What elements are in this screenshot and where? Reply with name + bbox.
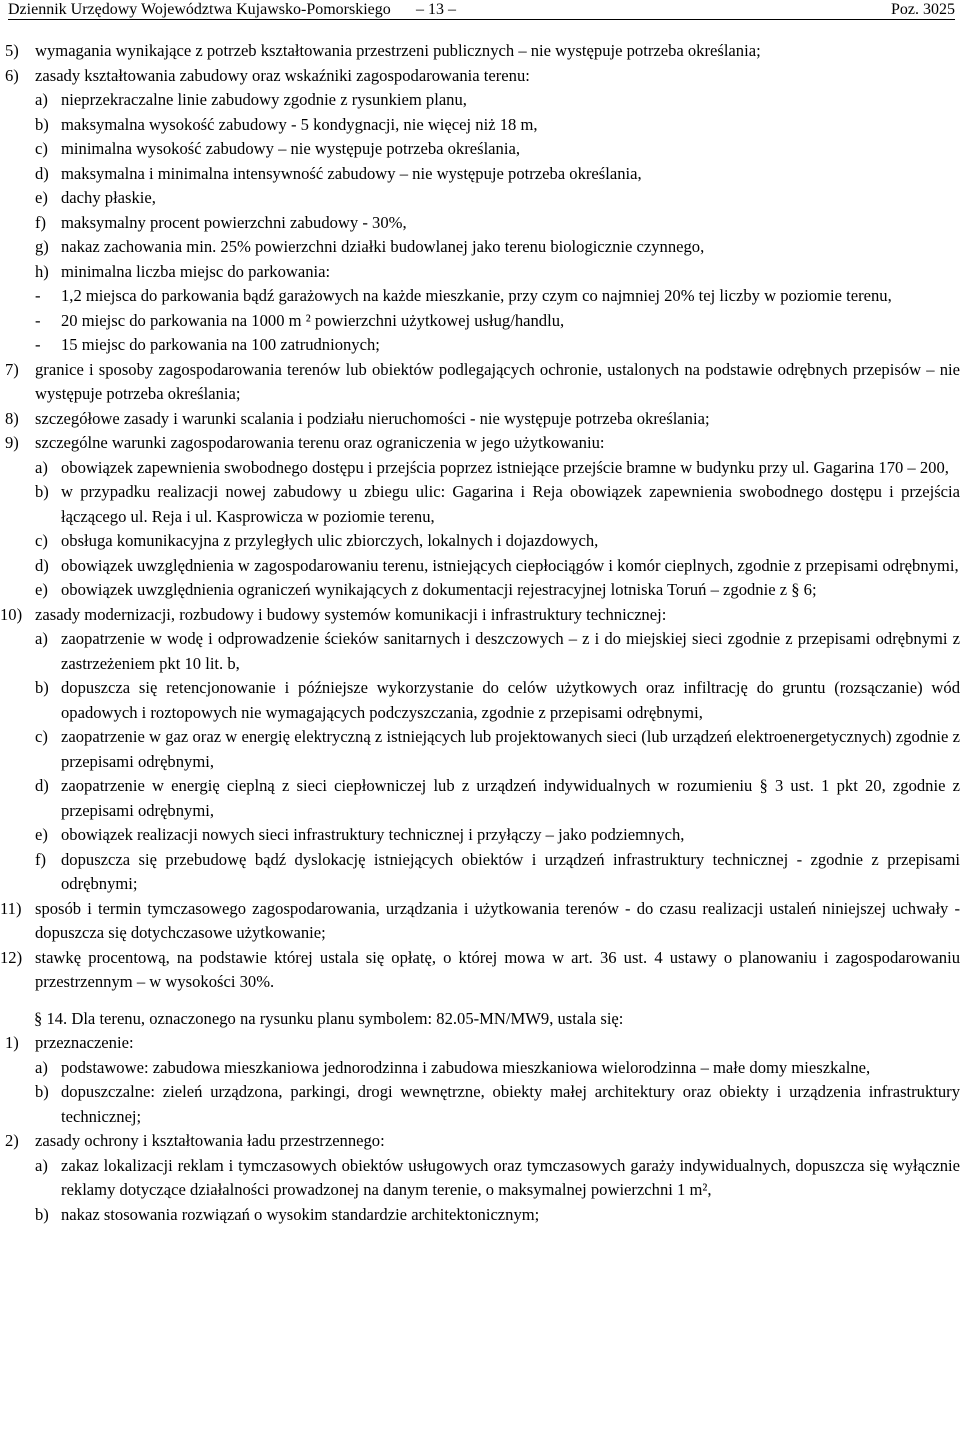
item-letter: a) [35, 1155, 48, 1175]
item-number: 6) [5, 65, 19, 85]
item-text: dopuszczalne: zieleń urządzona, parkingi, drogi wewnętrzne, obiekty małej architektury oraz obiekty i urządzenia infrastruktury technicznej; [61, 1082, 960, 1126]
item-text: maksymalna wysokość zabudowy - 5 kondygnacji, nie więcej niż 18 m, [61, 114, 538, 134]
item-letter: d) [35, 163, 49, 183]
journal-title: Dziennik Urzędowy Województwa Kujawsko-Pomorskiego [8, 1, 391, 18]
sub-item [0, 235, 960, 260]
sub-item [0, 1080, 960, 1129]
item-letter: e) [35, 188, 48, 207]
item-text: obowiązek realizacji nowych sieci infrastruktury technicznej i przyłączy – jako podziemnych, [61, 825, 685, 844]
item-text: dachy płaskie, [61, 188, 156, 207]
sub-item [0, 554, 960, 579]
item-letter: b) [35, 678, 49, 697]
item-text: obowiązek uwzględnienia w zagospodarowaniu terenu, istniejących ciepłociągów i komór cieplnych, zgodnie z przepisami odrębnymi, [61, 555, 959, 575]
sub-item [0, 260, 960, 285]
item-text: zasady modernizacji, rozbudowy i budowy systemów komunikacji i infrastruktury technicznej: [35, 604, 667, 624]
item-text: szczegółowe zasady i warunki scalania i podziału nieruchomości - nie występuje potrzeba określania; [35, 408, 710, 428]
item-text: nieprzekraczalne linie zabudowy zgodnie z rysunkiem planu, [61, 90, 467, 109]
sub-item [0, 578, 960, 603]
sub-item [0, 823, 960, 848]
page-number: – 13 – [416, 1, 456, 18]
item-text: wymagania wynikające z potrzeb kształtowania przestrzeni publicznych – nie występuje potrzeba określania; [35, 41, 761, 60]
item-letter: e) [35, 825, 48, 844]
item-letter: g) [35, 237, 49, 256]
item-letter: c) [35, 727, 48, 746]
dash-item [0, 309, 960, 334]
item-text: przeznaczenie: [35, 1033, 134, 1052]
list-item [0, 1129, 960, 1154]
item-letter: b) [35, 114, 49, 134]
sub-item [0, 1203, 960, 1228]
sub-item [0, 88, 960, 113]
item-text: zaopatrzenie w energię cieplną z sieci ciepłowniczej lub z urządzeń indywidualnych w rozumieniu § 3 ust. 1 pkt 20, zgodnie z przepisami odrębnymi, [61, 776, 960, 820]
item-text: stawkę procentową, na podstawie której ustala się opłatę, o której mowa w art. 36 ust. 4 ustawy o planowaniu i zagospodarowaniu przestrzennym – w wysokości 30%. [35, 947, 960, 991]
item-text: obsługa komunikacyjna z przyległych ulic zbiorczych, lokalnych i dojazdowych, [61, 531, 599, 550]
sub-item [0, 186, 960, 211]
list-item [0, 431, 960, 456]
list-item [0, 1031, 960, 1056]
sub-item [0, 211, 960, 236]
dash-marker: - [35, 335, 41, 354]
item-text: zaopatrzenie w gaz oraz w energię elektryczną z istniejących lub projektowanych sieci (lub urządzeń elektroenergetycznych) zgodnie z przepisami odrębnymi, [61, 727, 960, 771]
item-letter: f) [35, 212, 47, 232]
sub-item [0, 848, 960, 897]
item-text: w przypadku realizacji nowej zabudowy u zbiegu ulic: Gagarina i Reja obowiązek zapewnienia swobodnego dostępu i przejścia łączącego ul. Reja i ul. Kasprowicza w poziomie terenu, [61, 482, 960, 526]
sub-item [0, 480, 960, 529]
sub-item [0, 1056, 960, 1081]
sub-item [0, 113, 960, 138]
dash-marker: - [35, 286, 41, 305]
item-number: 2) [5, 1131, 19, 1150]
item-letter: d) [35, 776, 49, 795]
item-text: szczególne warunki zagospodarowania terenu oraz ograniczenia w jego użytkowaniu: [35, 433, 605, 452]
list-item [0, 407, 960, 432]
item-number: 11) [0, 898, 22, 918]
sub-item [0, 456, 960, 481]
item-letter: h) [35, 261, 49, 281]
dash-item [0, 333, 960, 358]
item-letter: a) [35, 629, 48, 648]
document-body [0, 39, 960, 1227]
item-text: 20 miejsc do parkowania na 1000 m ² powierzchni użytkowej usług/handlu, [61, 310, 565, 330]
sub-item [0, 676, 960, 725]
item-text: granice i sposoby zagospodarowania terenów lub obiektów podlegających ochronie, ustalonych na podstawie odrębnych przepisów – nie występuje potrzeba określania; [35, 359, 960, 403]
item-text: zasady kształtowania zabudowy oraz wskaźniki zagospodarowania terenu: [35, 65, 530, 85]
item-letter: f) [35, 849, 47, 869]
list-item [0, 603, 960, 628]
item-number: 8) [5, 408, 19, 428]
item-text: minimalna wysokość zabudowy – nie występuje potrzeba określania, [61, 139, 520, 158]
item-text: podstawowe: zabudowa mieszkaniowa jednorodzinna i zabudowa mieszkaniowa wielorodzinna – małe domy mieszkalne, [61, 1057, 871, 1077]
item-letter: e) [35, 580, 48, 599]
sub-item [0, 774, 960, 823]
item-number: 9) [5, 433, 19, 452]
position-number: Poz. 3025 [891, 1, 955, 18]
item-letter: b) [35, 1082, 49, 1101]
section-paragraph: § 14. Dla terenu, oznaczonego na rysunku planu symbolem: 82.05-MN/MW9, ustala się: [34, 1008, 624, 1028]
list-item [0, 897, 960, 946]
sub-item [0, 725, 960, 774]
item-text: dopuszcza się przebudowę bądź dyslokację istniejących obiektów i urządzeń infrastruktury technicznej - zgodnie z przepisami odrębnymi; [61, 849, 960, 893]
item-letter: a) [35, 457, 48, 477]
item-text: nakaz stosowania rozwiązań o wysokim standardzie architektonicznym; [61, 1204, 540, 1224]
sub-item [0, 1154, 960, 1203]
sub-item [0, 627, 960, 676]
list-item [0, 358, 960, 407]
item-letter: d) [35, 555, 49, 575]
item-number: 5) [5, 41, 19, 60]
item-text: zaopatrzenie w wodę i odprowadzenie ścieków sanitarnych i deszczowych – z i do miejskiej sieci zgodnie z przepisami odrębnymi z zastrzeżeniem pkt 10 lit. b, [61, 629, 960, 673]
sub-item [0, 162, 960, 187]
item-letter: c) [35, 139, 48, 158]
item-text: maksymalna i minimalna intensywność zabudowy – nie występuje potrzeba określania, [61, 163, 642, 183]
item-number: 7) [5, 359, 19, 379]
item-letter: c) [35, 531, 48, 550]
dash-item [0, 284, 960, 309]
item-letter: a) [35, 90, 48, 109]
item-text: zakaz lokalizacji reklam i tymczasowych obiektów usługowych oraz tymczasowych garaży indywidualnych, dopuszcza się wyłącznie reklamy dotyczące działalności prowadzonej na danym terenie, o maksymalnej powierzchni 1 m², [61, 1155, 960, 1199]
item-text: dopuszcza się retencjonowanie i późniejsze wykorzystanie do celów użytkowych oraz infiltrację do gruntu (rozsączanie) wód opadowych i roztopowych nie wymagających podczyszczania, zgodnie z przepisami odrębnymi, [61, 678, 960, 722]
header-divider [8, 19, 955, 20]
item-text: obowiązek zapewnienia swobodnego dostępu i przejścia poprzez istniejące przejście bramne w budynku przy ul. Gagarina 170 – 200, [61, 457, 949, 477]
list-item [0, 39, 960, 64]
dash-marker: - [35, 310, 41, 330]
list-item [0, 946, 960, 995]
item-text: 15 miejsc do parkowania na 100 zatrudnionych; [61, 335, 380, 354]
item-letter: a) [35, 1057, 48, 1077]
item-text: 1,2 miejsca do parkowania bądź garażowych na każde mieszkanie, przy czym co najmniej 20% tej liczby w poziomie terenu, [61, 286, 892, 305]
sub-item [0, 137, 960, 162]
item-letter: b) [35, 482, 49, 501]
item-number: 10) [0, 604, 23, 624]
sub-item [0, 529, 960, 554]
item-number: 12) [0, 947, 23, 967]
list-item [0, 64, 960, 89]
item-text: sposób i termin tymczasowego zagospodarowania, urządzania i użytkowania terenów - do czasu realizacji ustaleń niniejszej uchwały - dopuszcza się dotychczasowe użytkowanie; [35, 898, 960, 942]
item-text: nakaz zachowania min. 25% powierzchni działki budowlanej jako terenu biologicznie czynnego, [61, 237, 705, 256]
item-text: minimalna liczba miejsc do parkowania: [61, 261, 331, 281]
item-text: maksymalny procent powierzchni zabudowy - 30%, [61, 212, 407, 232]
item-letter: b) [35, 1204, 49, 1224]
item-text: obowiązek uwzględnienia ograniczeń wynikających z dokumentacji rejestracyjnej lotniska Toruń – zgodnie z § 6; [61, 580, 817, 599]
item-text: zasady ochrony i kształtowania ładu przestrzennego: [35, 1131, 385, 1150]
item-number: 1) [5, 1033, 19, 1052]
